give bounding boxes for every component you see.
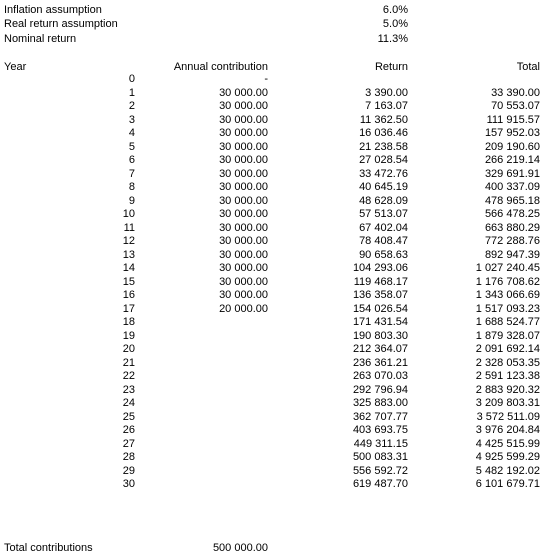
total-cell: 5 482 192.02 [475,464,540,477]
year-cell: 25 [122,410,135,423]
year-cell: 30 [122,478,135,490]
contribution-cell: 30 000.00 [219,194,268,207]
return-cell: 171 431.54 [352,316,408,328]
contribution-cell: 30 000.00 [219,154,268,166]
return-cell: 57 513.07 [359,208,408,220]
year-cell: 14 [122,262,135,274]
return-cell: 263 070.03 [352,370,408,382]
schedule-table [0,73,546,492]
return-cell: 90 658.63 [359,248,408,261]
year-cell: 28 [122,451,135,463]
year-cell: 8 [128,181,135,193]
total-cell: 70 553.07 [491,100,540,112]
return-cell: 21 238.58 [359,140,408,153]
contribution-cell: 30 000.00 [219,181,268,193]
total-cell: 157 952.03 [484,127,540,139]
return-cell: 236 361.21 [352,356,408,369]
return-cell: 212 364.07 [352,343,408,355]
contribution-cell: 30 000.00 [219,100,268,112]
real-return-value: 5.0% [382,18,408,30]
real-return-label: Real return assumption [4,18,118,30]
table-row [0,370,546,384]
contribution-cell: 30 000.00 [219,221,268,234]
total-cell: 566 478.25 [484,208,540,220]
table-row [0,465,546,479]
total-cell: 2 328 053.35 [475,356,540,369]
return-cell: 292 796.94 [352,383,408,396]
contribution-cell: 30 000.00 [219,262,268,274]
total-contributions-label: Total contributions [4,542,93,554]
return-cell: 556 592.72 [352,464,408,477]
year-cell: 26 [122,424,135,436]
return-cell: 136 358.07 [352,289,408,301]
inflation-value: 6.0% [382,4,408,16]
total-cell: 1 688 524.77 [475,316,540,328]
table-row [0,303,546,317]
table-row [0,424,546,438]
year-cell: 10 [122,208,135,220]
total-cell: 111 915.57 [486,113,540,126]
contribution-cell: 20 000.00 [219,302,268,315]
contribution-cell: 30 000.00 [219,235,268,247]
year-cell: 23 [122,383,135,396]
table-row [0,195,546,209]
contribution-cell: 30 000.00 [219,86,268,99]
total-cell: 2 091 692.14 [475,343,540,355]
year-cell: 7 [128,167,135,180]
table-row [0,276,546,290]
header-contribution: Annual contribution [173,61,268,73]
table-row [0,411,546,425]
total-cell: 1 343 066.69 [475,289,540,301]
table-row [0,235,546,249]
return-cell: 3 390.00 [365,86,408,99]
contribution-cell: 30 000.00 [219,140,268,153]
year-cell: 9 [128,194,135,207]
total-cell: 329 691.91 [484,167,540,180]
nominal-return-label: Nominal return [4,33,77,45]
return-cell: 119 468.17 [353,275,408,288]
table-row [0,397,546,411]
year-cell: 22 [122,370,135,382]
year-cell: 13 [122,248,135,261]
total-cell: 400 337.09 [484,181,540,193]
return-cell: 325 883.00 [352,397,408,409]
table-row [0,451,546,465]
year-cell: 1 [128,86,135,99]
contribution-cell: 30 000.00 [219,113,268,126]
year-cell: 6 [128,154,135,166]
contribution-cell: 30 000.00 [219,127,268,139]
total-cell: 478 965.18 [484,194,540,207]
table-row [0,262,546,276]
table-row [0,168,546,182]
table-row [0,154,546,168]
table-row [0,289,546,303]
contribution-cell: - [264,73,268,85]
table-row [0,438,546,452]
year-cell: 18 [122,316,135,328]
table-row [0,141,546,155]
table-row [0,181,546,195]
year-cell: 0 [128,73,135,85]
total-cell: 892 947.39 [484,248,540,261]
table-row [0,73,546,87]
year-cell: 27 [122,437,135,450]
total-cell: 209 190.60 [484,140,540,153]
year-cell: 2 [128,100,135,112]
year-cell: 5 [128,140,135,153]
contribution-cell: 30 000.00 [219,167,268,180]
total-cell: 1 517 093.23 [475,302,540,315]
return-cell: 190 803.30 [352,329,408,342]
contribution-cell: 30 000.00 [219,208,268,220]
return-cell: 67 402.04 [359,221,408,234]
total-cell: 6 101 679.71 [475,478,540,490]
total-contributions-value: 500 000.00 [212,542,268,554]
return-cell: 449 311.15 [353,437,408,450]
table-row [0,316,546,330]
header-total: Total [516,61,540,73]
header-year: Year [4,61,27,73]
contribution-cell: 30 000.00 [219,248,268,261]
total-cell: 1 027 240.45 [475,262,540,274]
return-cell: 403 693.75 [352,424,408,436]
year-cell: 15 [122,275,135,288]
total-cell: 3 976 204.84 [475,424,540,436]
year-cell: 24 [122,397,135,409]
inflation-label: Inflation assumption [4,4,102,16]
table-row [0,127,546,141]
total-cell: 1 879 328.07 [475,329,540,342]
return-cell: 362 707.77 [352,410,408,423]
total-cell: 663 880.29 [484,221,540,234]
table-row [0,249,546,263]
total-cell: 3 572 511.09 [476,410,540,423]
return-cell: 11 362.50 [359,113,408,126]
total-cell: 33 390.00 [491,86,540,99]
total-cell: 2 591 123.38 [475,370,540,382]
table-row [0,87,546,101]
return-cell: 40 645.19 [359,181,408,193]
contribution-cell: 30 000.00 [219,289,268,301]
return-cell: 104 293.06 [352,262,408,274]
table-row [0,222,546,236]
year-cell: 11 [123,221,135,234]
table-row [0,330,546,344]
table-row [0,384,546,398]
return-cell: 500 083.31 [352,451,408,463]
year-cell: 20 [122,343,135,355]
year-cell: 21 [122,356,135,369]
year-cell: 16 [122,289,135,301]
total-cell: 4 925 599.29 [475,451,540,463]
year-cell: 17 [122,302,135,315]
total-cell: 4 425 515.99 [475,437,540,450]
return-cell: 33 472.76 [359,167,408,180]
table-row [0,100,546,114]
table-row [0,343,546,357]
year-cell: 19 [122,329,135,342]
year-cell: 29 [122,464,135,477]
header-return: Return [374,61,408,73]
table-row [0,114,546,128]
return-cell: 78 408.47 [359,235,408,247]
return-cell: 7 163.07 [365,100,408,112]
return-cell: 619 487.70 [352,478,408,490]
total-cell: 3 209 803.31 [475,397,540,409]
total-cell: 772 288.76 [484,235,540,247]
year-cell: 12 [122,235,135,247]
return-cell: 27 028.54 [359,154,408,166]
table-row [0,478,546,492]
return-cell: 154 026.54 [352,302,408,315]
total-cell: 2 883 920.32 [475,383,540,396]
nominal-return-value: 11.3% [377,33,408,45]
contribution-cell: 30 000.00 [219,275,268,288]
return-cell: 16 036.46 [359,127,408,139]
table-row [0,208,546,222]
return-cell: 48 628.09 [359,194,408,207]
total-cell: 1 176 708.62 [475,275,540,288]
table-row [0,357,546,371]
year-cell: 3 [128,113,135,126]
year-cell: 4 [128,127,135,139]
total-cell: 266 219.14 [484,154,540,166]
